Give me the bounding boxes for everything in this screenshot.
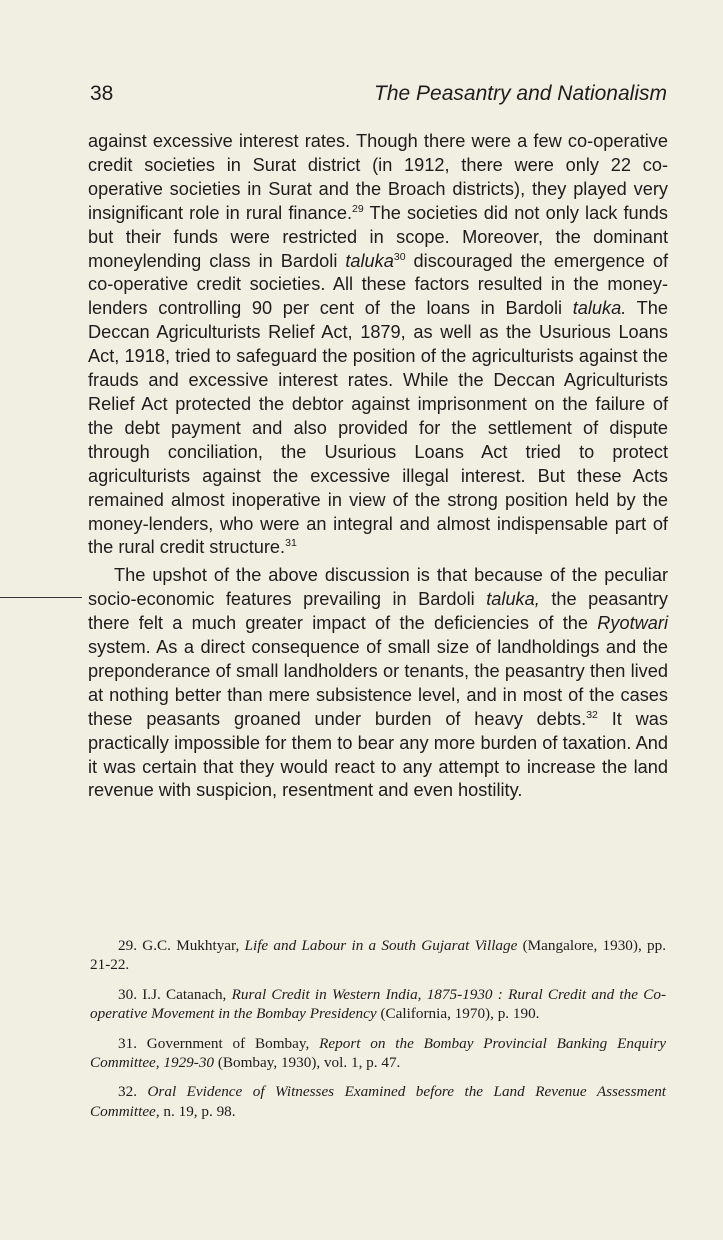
footnote-30 — [90, 985, 666, 1024]
footnote-title: Report on the Bombay Provincial Banking Enquiry Committee, 1929-30 — [90, 1034, 666, 1072]
text-span: The societies did not only lack funds but their funds were restricted in scope. Moreover, the dominant moneylending class in Bardoli — [88, 202, 668, 271]
footnote-details: (Bombay, 1930), vol. 1, p. 47. — [214, 1054, 401, 1072]
running-title: The Peasantry and Nationalism — [374, 82, 667, 105]
text-span: the peasantry there felt a much greater impact of the deficiencies of the — [88, 589, 669, 634]
italic-term: taluka. — [572, 298, 627, 319]
footnote-ref-31: 31 — [285, 537, 297, 550]
footnote-title: Life and Labour in a South Gujarat Village — [244, 937, 518, 954]
text-span: It was practically impossible for them to bear any more burden of taxation. And it was certain that they would react to any attempt to increase the land revenue with suspicion, resentment and even hostility. — [88, 708, 668, 801]
footnote-31 — [90, 1034, 666, 1073]
main-text — [88, 130, 668, 803]
text-span: system. As a direct consequence of small size of landholdings and the preponderance of small landholders or tenants, the peasantry then lived at nothing better than mere subsistence level, and in most of the cases these peasants groaned under burden of heavy debts. — [88, 637, 668, 729]
paragraph-2 — [88, 564, 668, 803]
paragraph-1 — [88, 130, 668, 560]
text-span: discouraged the emergence of co-operative credit societies. All these factors resulted in the money-lenders controlling 90 per cent of the loans in Bardoli — [88, 250, 668, 319]
footnote-details: , n. 19, p. 98. — [155, 1102, 236, 1120]
italic-term: taluka — [345, 250, 394, 271]
footnote-ref-32: 32 — [586, 708, 598, 721]
footnote-32 — [90, 1082, 666, 1121]
text-span: The Deccan Agriculturists Relief Act, 1879, as well as the Usurious Loans Act, 1918, tried to safeguard the position of the agriculturists against the frauds and excessive interest rates. While the Deccan Agriculturists Relief Act protected the debtor against imprisonment on the failure of the debt payment and also provided for the settlement of dispute through conciliation, the Usurious Loans Act tried to protect agriculturists against the excessive illegal interest. But these Acts remained almost inoperative in view of the strong position held by the money-lenders, who were an integral and almost indispensable part of the rural credit structure. — [88, 298, 668, 558]
italic-term: Ryotwari — [597, 613, 668, 634]
footnote-author: 32. — [118, 1083, 148, 1101]
footnote-details: (California, 1970), p. 190. — [376, 1005, 540, 1023]
footnote-author: 31. Government of Bombay, — [118, 1034, 320, 1052]
footnote-details: (Mangalore, 1930), pp. 21-22. — [90, 937, 666, 974]
footnote-author: 30. I.J. Catanach, — [118, 985, 232, 1003]
footnote-title: Rural Credit in Western India, 1875-1930 : Rural Credit and the Co-operative Movement in the Bombay Presidency — [90, 985, 667, 1023]
footnotes — [90, 936, 666, 1131]
footnote-title: Oral Evidence of Witnesses Examined before the Land Revenue Assessment Committee — [90, 1083, 667, 1120]
footnote-29 — [90, 936, 666, 975]
text-span: against excessive interest rates. Though there were a few co-operative credit societies in Surat district (in 1912, there were only 22 co-operative societies in Surat and the Broach districts), they played very insignificant role in rural finance. — [88, 131, 668, 223]
running-header — [90, 82, 667, 106]
footnote-ref-30: 30 — [393, 250, 406, 263]
italic-term: taluka, — [486, 589, 540, 610]
footnote-author: 29. G.C. Mukhtyar, — [118, 937, 245, 954]
text-span: The upshot of the above discussion is that because of the peculiar socio-economic features prevailing in Bardoli — [88, 565, 668, 610]
margin-pencil-line — [0, 597, 82, 598]
page-number: 38 — [90, 82, 114, 105]
footnote-ref-29: 29 — [352, 202, 364, 215]
